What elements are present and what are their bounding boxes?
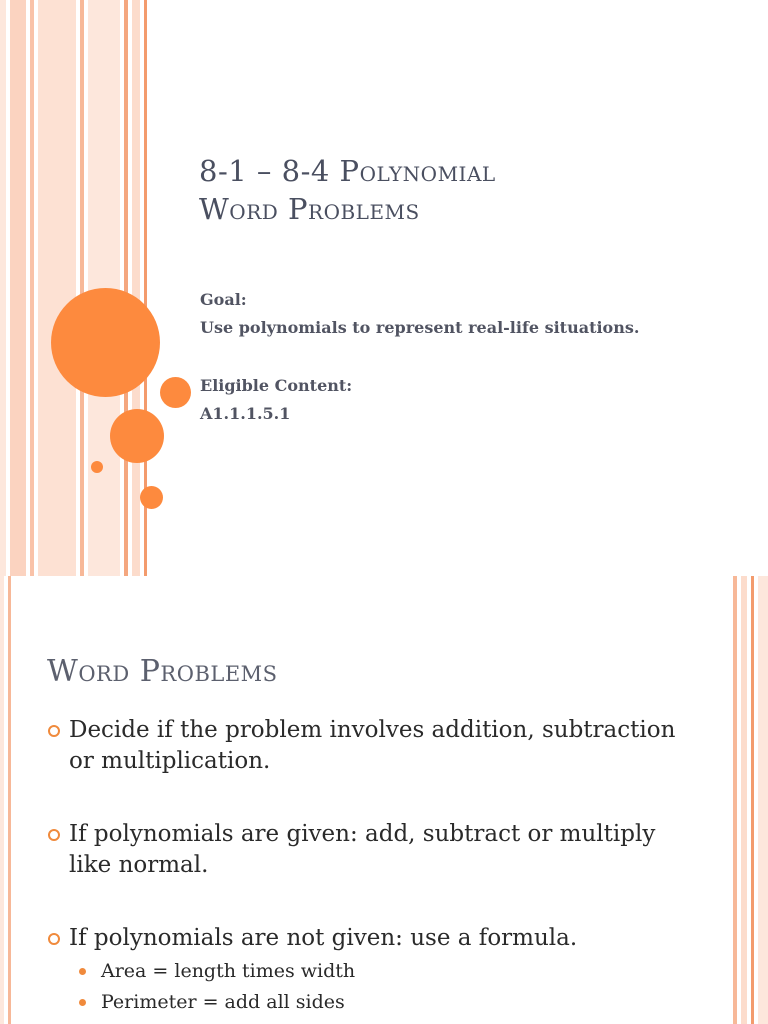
sub-bullet-list <box>69 956 687 1018</box>
sub-list-item <box>69 956 687 987</box>
decorative-stripe <box>751 576 754 1024</box>
decorative-circle-small <box>160 377 191 408</box>
spacer <box>200 342 740 372</box>
decorative-stripe <box>733 576 737 1024</box>
bullet-list <box>47 715 687 1018</box>
slide-1-title <box>199 152 739 228</box>
decorative-stripe <box>8 576 11 1024</box>
decorative-stripe <box>38 0 76 576</box>
decorative-circle-small <box>140 486 163 509</box>
sub-bullet-text: Perimeter = add all sides <box>101 991 345 1013</box>
slide-1-subtitle <box>200 286 740 428</box>
dot-bullet-icon <box>79 968 86 975</box>
ring-bullet-icon <box>48 725 60 737</box>
eligible-label: Eligible Content: <box>200 376 353 395</box>
decorative-stripe <box>132 0 140 576</box>
decorative-stripe <box>124 0 128 576</box>
title-line-2: Word Problems <box>199 192 420 226</box>
goal-text: Use polynomials to represent real-life situations. <box>200 318 640 337</box>
title-line-1: 8-1 – 8-4 Polynomial <box>199 154 496 188</box>
list-item <box>47 715 687 777</box>
decorative-circle-medium <box>110 409 164 463</box>
decorative-circle-large <box>51 288 160 397</box>
eligible-code: A1.1.1.5.1 <box>200 404 291 423</box>
ring-bullet-icon <box>48 829 60 841</box>
slide-2 <box>0 576 768 1024</box>
decorative-circle-tiny <box>91 461 103 473</box>
sub-list-item <box>69 987 687 1018</box>
list-item <box>47 923 687 1018</box>
decorative-stripe <box>758 576 768 1024</box>
decorative-stripe <box>10 0 26 576</box>
decorative-stripe <box>80 0 84 576</box>
decorative-stripe <box>30 0 34 576</box>
slide-2-title: Word Problems <box>47 654 278 689</box>
bullet-text: If polynomials are given: add, subtract or multiply like normal. <box>69 821 656 878</box>
dot-bullet-icon <box>79 999 86 1006</box>
list-item <box>47 819 687 881</box>
ring-bullet-icon <box>48 933 60 945</box>
bullet-text: If polynomials are not given: use a formula. <box>69 925 578 951</box>
decorative-stripe <box>0 0 6 576</box>
decorative-stripe <box>0 576 4 1024</box>
bullet-text: Decide if the problem involves addition, subtraction or multiplication. <box>69 717 676 774</box>
sub-bullet-text: Area = length times width <box>101 960 356 982</box>
goal-label: Goal: <box>200 290 247 309</box>
decorative-stripe <box>741 576 747 1024</box>
